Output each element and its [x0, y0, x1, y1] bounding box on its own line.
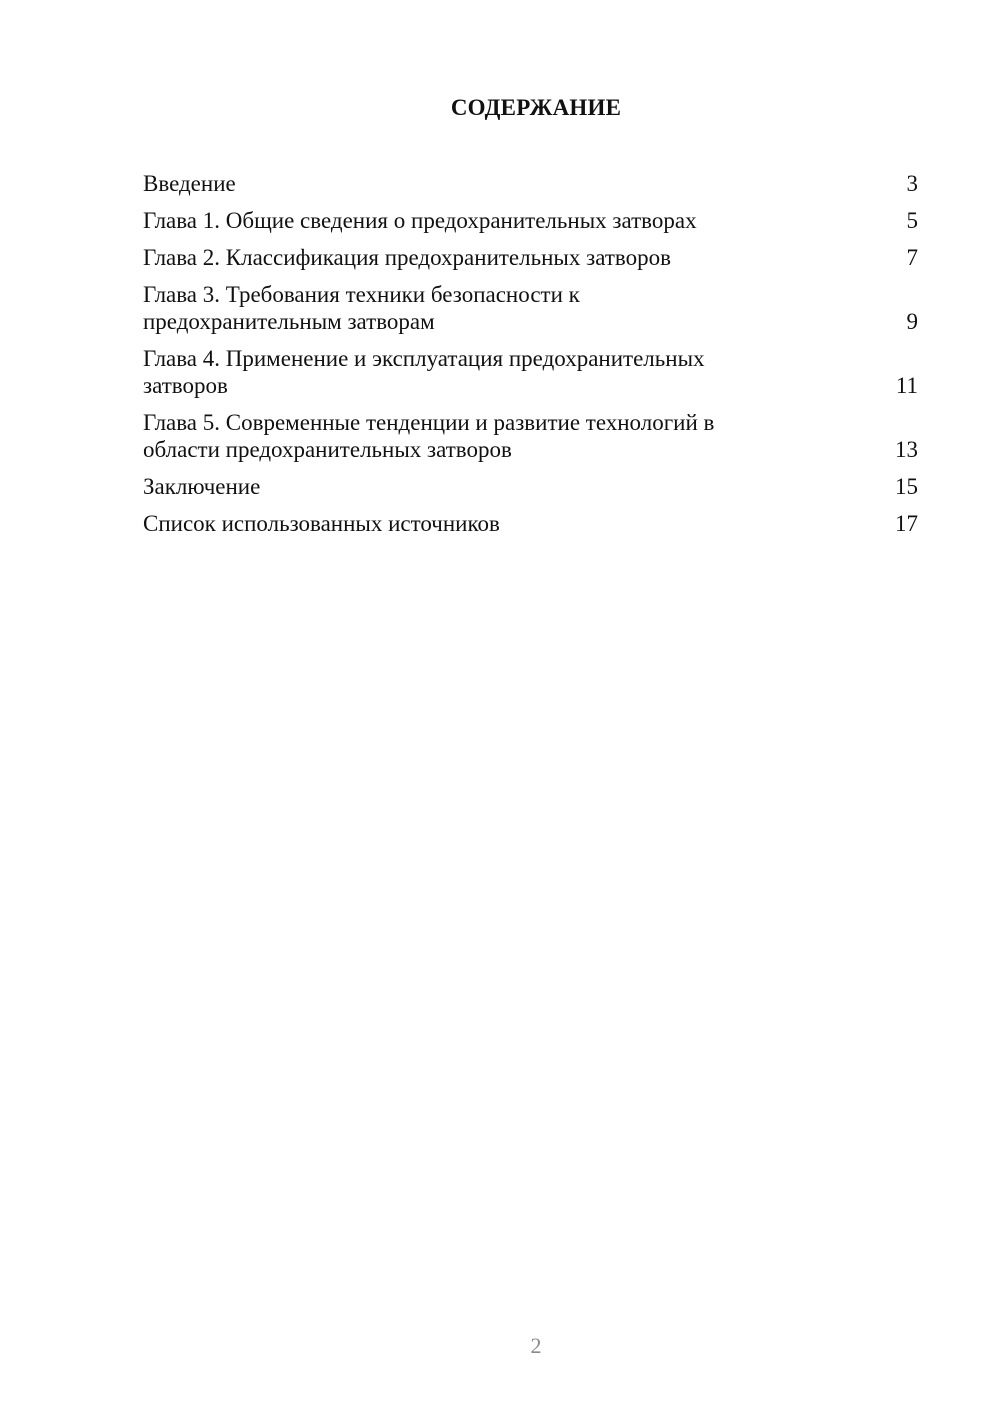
toc-entry-text: Глава 1. Общие сведения о предохранительных затворах [143, 208, 697, 233]
toc-entry-chapter-4[interactable] [143, 345, 918, 399]
toc-entry-text: Глава 4. Применение и эксплуатация предохранительных затворов [143, 346, 705, 398]
page-number: 2 [530, 1333, 542, 1358]
toc-entry-conclusion[interactable] [143, 473, 918, 500]
toc-title: СОДЕРЖАНИЕ [450, 95, 622, 120]
toc-entry-introduction[interactable] [143, 170, 918, 197]
toc-entry-text: Заключение [143, 474, 261, 499]
toc-entry-page: 7 [906, 245, 918, 270]
toc-entry-references[interactable] [143, 510, 918, 537]
toc-entry-chapter-1[interactable] [143, 207, 918, 234]
toc-entry-text: Глава 5. Современные тенденции и развитие технологий в области предохранительных затворов [143, 410, 715, 462]
toc-entry-text: Список использованных источников [143, 511, 500, 536]
toc-entry-page: 17 [895, 511, 918, 536]
toc-entry-chapter-2[interactable] [143, 244, 918, 271]
toc-entry-text: Глава 3. Требования техники безопасности к предохранительным затворам [143, 282, 580, 334]
toc-entry-page: 13 [895, 437, 918, 462]
toc-entry-text: Введение [143, 171, 236, 196]
toc-entry-page: 9 [906, 309, 918, 334]
toc-entry-page: 11 [895, 373, 918, 398]
table-of-contents [143, 170, 918, 547]
toc-entry-page: 3 [906, 171, 918, 196]
toc-entry-chapter-3[interactable] [143, 281, 918, 335]
toc-entry-page: 5 [906, 208, 918, 233]
toc-entry-page: 15 [895, 474, 918, 499]
toc-entry-chapter-5[interactable] [143, 409, 918, 463]
toc-entry-text: Глава 2. Классификация предохранительных затворов [143, 245, 671, 270]
